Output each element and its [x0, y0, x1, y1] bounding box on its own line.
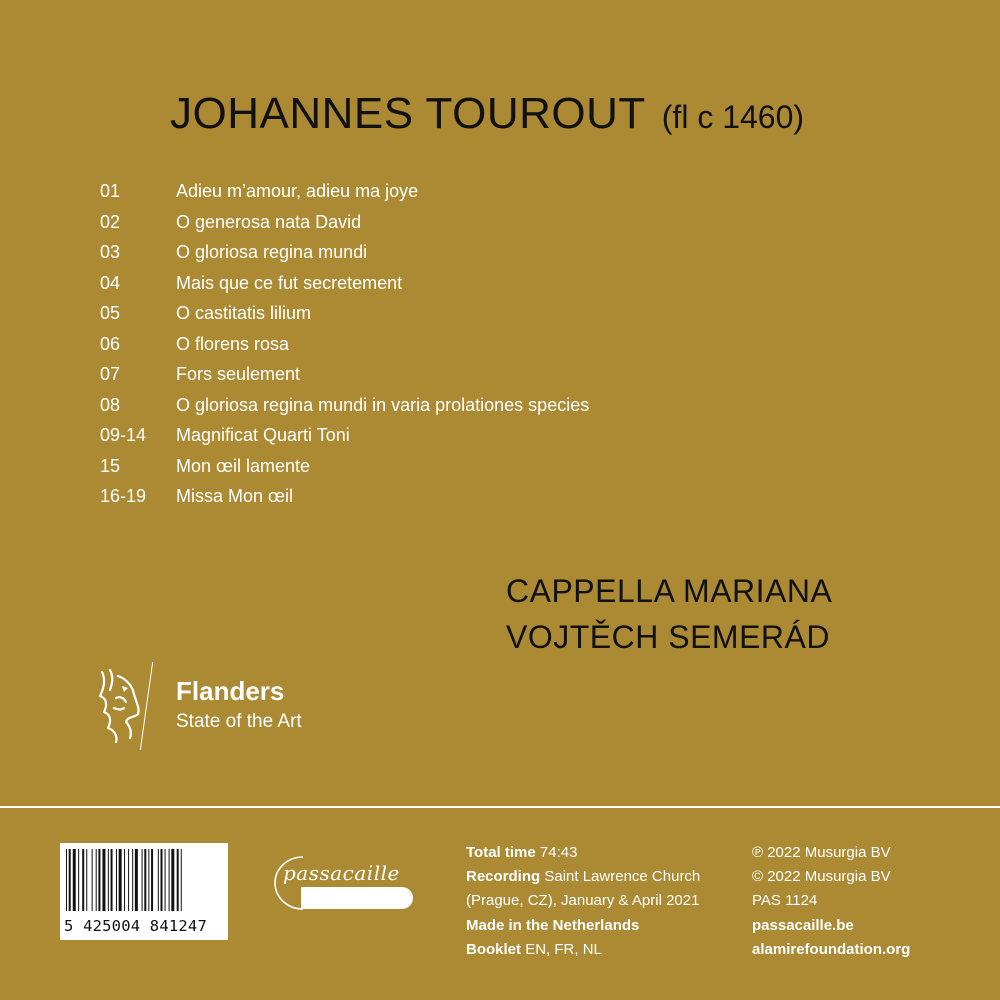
- phonogram-notice: ℗ 2022 Musurgia BV: [752, 844, 891, 861]
- track-title: O generosa nata David: [176, 211, 362, 232]
- track-row: [100, 420, 589, 451]
- website-passacaille[interactable]: passacaille.be: [752, 916, 854, 934]
- barcode-bar: [161, 849, 163, 911]
- track-number: 08: [100, 394, 121, 415]
- barcode-bar: [98, 849, 100, 911]
- album-title: [170, 89, 805, 138]
- track-title: O castitatis lilium: [176, 303, 312, 323]
- track-row: [100, 359, 589, 390]
- track-row: [100, 237, 589, 268]
- track-title: O gloriosa regina mundi in varia prolationes species: [176, 394, 590, 415]
- track-number: 03: [100, 242, 121, 262]
- catalog-number: PAS 1124: [752, 892, 818, 910]
- track-title: O florens rosa: [176, 333, 290, 354]
- barcode-bar: [119, 849, 122, 911]
- barcode-bar: [116, 849, 117, 911]
- track-title: Adieu m’amour, adieu ma joye: [176, 181, 419, 201]
- barcode: [60, 843, 228, 940]
- flanders-logo: [96, 662, 356, 752]
- barcode-bar: [132, 849, 133, 911]
- barcode-bar: [73, 849, 76, 911]
- composer-name: JOHANNES TOUROUT: [170, 89, 646, 138]
- track-row: [100, 207, 589, 238]
- barcode-bar: [171, 849, 174, 911]
- barcode-bar: [135, 849, 138, 911]
- barcode-bars: [66, 849, 222, 911]
- track-row: [100, 268, 589, 299]
- track-number: 06: [100, 333, 121, 354]
- track-row: [100, 329, 589, 360]
- barcode-bar: [151, 849, 153, 911]
- website-alamire[interactable]: alamirefoundation.org: [752, 940, 911, 958]
- barcode-bar: [82, 849, 84, 911]
- passacaille-logo-text: passacaille: [283, 861, 400, 885]
- rights-info: [752, 841, 910, 962]
- track-number: 09-14: [100, 425, 147, 445]
- recording-place-date: (Prague, CZ), January & April 2021: [466, 892, 700, 910]
- barcode-bar: [102, 849, 105, 911]
- made-in-label: Made in the Netherlands: [466, 916, 640, 934]
- track-title: Mon œil lamente: [176, 455, 311, 476]
- total-time-value: 74:43: [539, 844, 578, 861]
- barcode-bar: [108, 849, 109, 911]
- total-time-label: Total time: [466, 844, 536, 861]
- track-row: [100, 390, 589, 421]
- barcode-bar: [96, 849, 97, 911]
- barcode-bar: [69, 849, 71, 911]
- director-name: VOJTĚCH SEMERÁD: [506, 619, 830, 655]
- track-row: [100, 298, 589, 329]
- track-number: 04: [100, 272, 121, 293]
- barcode-bar: [124, 849, 125, 911]
- barcode-bar: [86, 849, 87, 911]
- track-title: Fors seulement: [176, 364, 301, 384]
- track-number: 16-19: [100, 486, 147, 506]
- booklet-languages: EN, FR, NL: [525, 940, 602, 958]
- ensemble-name: CAPPELLA MARIANA: [506, 573, 833, 609]
- barcode-bar: [158, 849, 159, 911]
- track-title: O gloriosa regina mundi: [176, 242, 368, 262]
- track-number: 01: [100, 181, 121, 201]
- track-row: [100, 451, 589, 482]
- recording-label: Recording: [466, 868, 541, 886]
- barcode-bar: [78, 849, 79, 911]
- barcode-bar: [169, 849, 170, 911]
- footer-divider: [0, 806, 1000, 808]
- passacaille-logo: [273, 853, 418, 913]
- track-row: [100, 481, 589, 512]
- barcode-bar: [148, 849, 149, 911]
- track-row: [100, 176, 589, 207]
- barcode-bar: [181, 849, 182, 911]
- sponsor-name: Flanders: [176, 676, 285, 706]
- performers: [506, 568, 832, 660]
- barcode-digits: 5 425004 841247: [64, 917, 207, 935]
- track-number: 15: [100, 455, 121, 476]
- barcode-bar: [144, 849, 146, 911]
- booklet-label: Booklet: [466, 940, 522, 958]
- track-title: Mais que ce fut secretement: [176, 272, 403, 293]
- track-title: Missa Mon œil: [176, 486, 294, 506]
- barcode-bar: [92, 849, 93, 911]
- barcode-bar: [66, 849, 67, 911]
- track-list: [100, 176, 589, 512]
- barcode-bar: [177, 849, 179, 911]
- flanders-lion-icon: [96, 668, 142, 744]
- track-number: 07: [100, 364, 121, 384]
- barcode-bar: [128, 849, 129, 911]
- credits: [466, 841, 700, 962]
- track-title: Magnificat Quarti Toni: [176, 425, 350, 445]
- composer-dates: (fl c 1460): [661, 99, 805, 135]
- recording-venue: Saint Lawrence Church: [544, 868, 701, 886]
- copyright-notice: © 2022 Musurgia BV: [752, 868, 891, 886]
- track-number: 05: [100, 303, 121, 323]
- barcode-bar: [165, 849, 166, 911]
- barcode-bar: [142, 849, 143, 911]
- barcode-bar: [111, 849, 113, 911]
- sponsor-tagline: State of the Art: [176, 711, 302, 732]
- track-number: 02: [100, 211, 121, 232]
